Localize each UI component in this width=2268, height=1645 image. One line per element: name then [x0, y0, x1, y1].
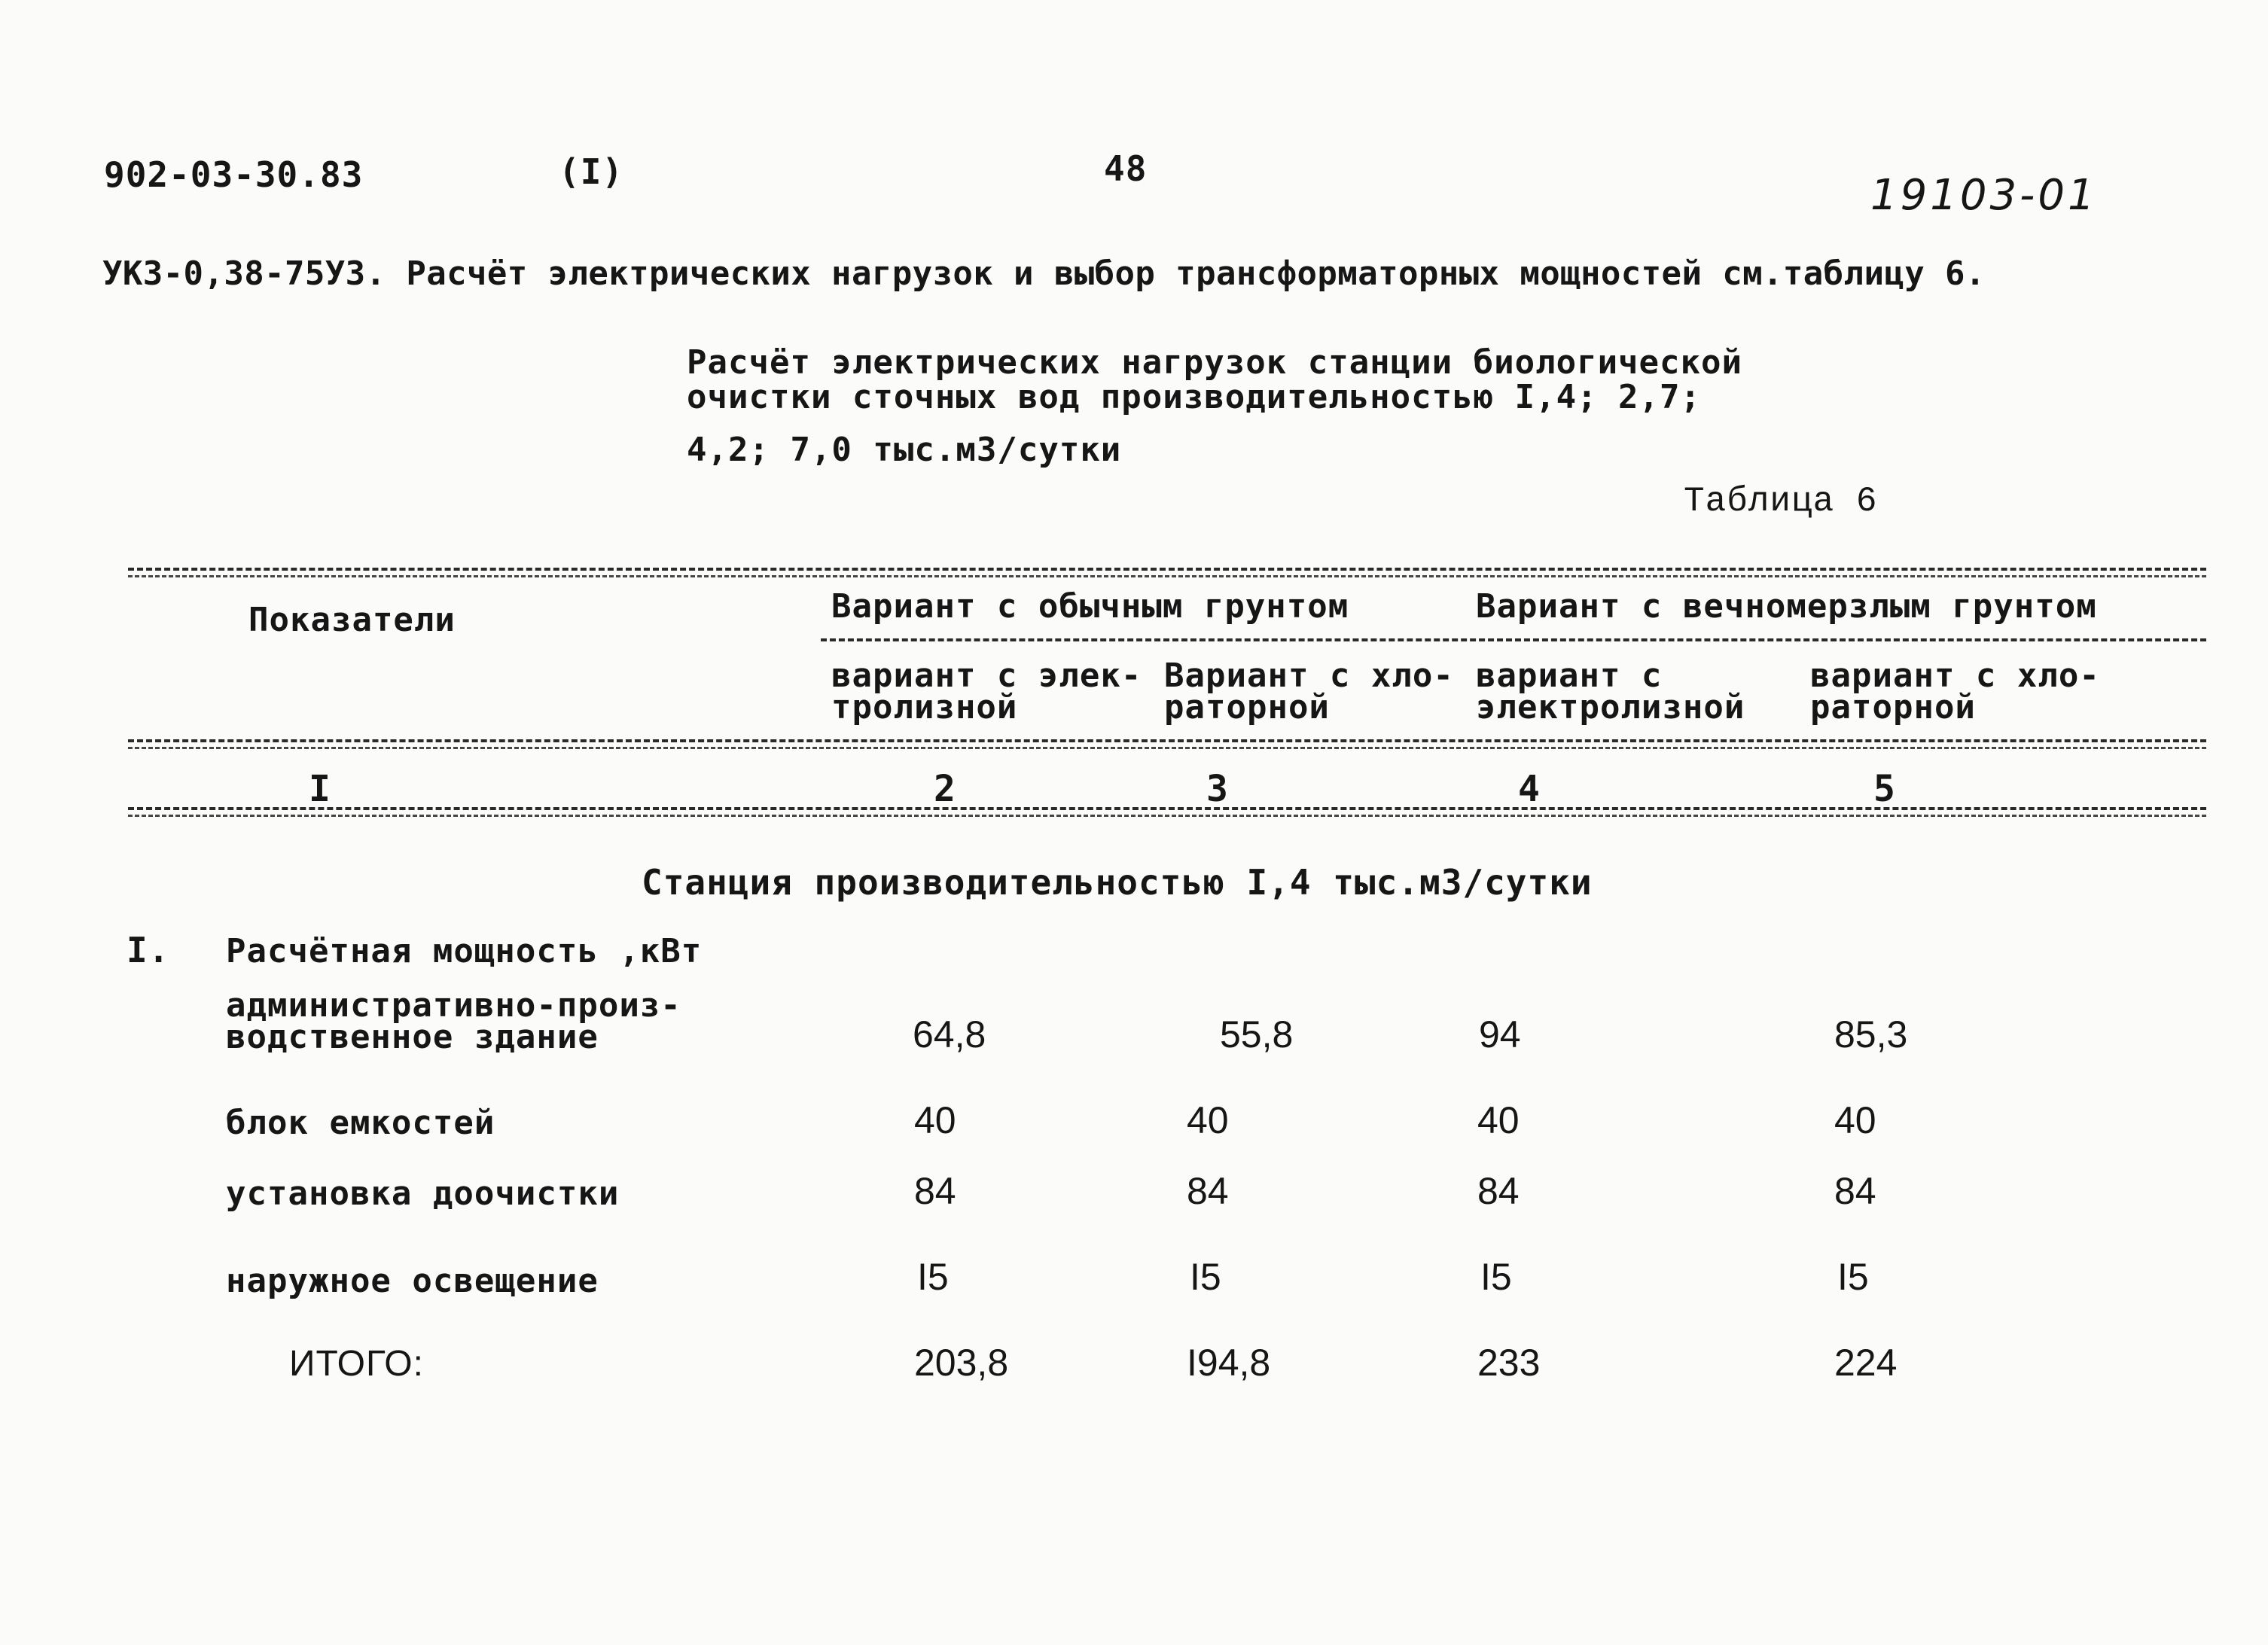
header-indicators: Показатели — [248, 601, 456, 639]
table-title-line-2: очистки сточных вод производительностью I,4; 2,7; — [687, 378, 1702, 416]
doc-code: 902-03-30.83 — [104, 154, 364, 195]
section-title: Станция производительностью I,4 тыс.м3/сутки — [642, 862, 1593, 903]
value-admin-col3: 55,8 — [1220, 1013, 1294, 1056]
table-label: Таблица 6 — [1684, 482, 1878, 521]
value-tank-col4: 40 — [1477, 1099, 1520, 1141]
row-label-post-treatment: установка доочистки — [226, 1174, 620, 1213]
table-title-line-3: 4,2; 7,0 тыс.м3/сутки — [687, 431, 1122, 469]
row-label-admin-line1: административно-произ- — [226, 986, 681, 1025]
part-number: (I) — [559, 151, 624, 192]
page-number: 48 — [1104, 148, 1148, 189]
subheader-col3-line1: Вариант с хло- — [1164, 656, 1454, 695]
total-col3: I94,8 — [1187, 1342, 1271, 1384]
value-lighting-col3: I5 — [1190, 1256, 1221, 1298]
value-tank-col5: 40 — [1834, 1099, 1876, 1141]
column-number-1: I — [309, 768, 331, 810]
column-number-2: 2 — [934, 768, 956, 810]
total-col4: 233 — [1477, 1342, 1541, 1384]
value-posttreat-col4: 84 — [1477, 1170, 1520, 1212]
intro-line: УКЗ-0,38-75УЗ. Расчёт электрических нагрузок и выбор трансформаторных мощностей см.таблицу 6. — [102, 254, 1986, 293]
table-subheader-rule — [128, 739, 2206, 742]
value-admin-col4: 94 — [1479, 1013, 1521, 1056]
group-header-permafrost: Вариант с вечномерзлым грунтом — [1476, 587, 2097, 626]
handwritten-stamp-code: 19103-01 — [1870, 171, 2098, 220]
total-col5: 224 — [1834, 1342, 1898, 1384]
subheader-col5-line1: вариант с хло- — [1810, 656, 2100, 695]
value-posttreat-col2: 84 — [914, 1170, 956, 1212]
total-col2: 203,8 — [914, 1342, 1009, 1384]
subheader-col4-line2: электролизной — [1476, 688, 1745, 727]
column-number-4: 4 — [1518, 768, 1541, 810]
value-posttreat-col3: 84 — [1187, 1170, 1229, 1212]
group-header-regular-soil: Вариант с обычным грунтом — [831, 587, 1349, 626]
row-label-tank-block: блок емкостей — [226, 1104, 495, 1142]
item-title: Расчётная мощность ,кВт — [226, 932, 703, 970]
value-posttreat-col5: 84 — [1834, 1170, 1876, 1212]
subheader-col5-line2: раторной — [1810, 688, 1976, 727]
value-lighting-col2: I5 — [917, 1256, 949, 1298]
value-tank-col2: 40 — [914, 1099, 956, 1141]
table-top-rule — [128, 568, 2206, 571]
row-label-admin-line2: водственное здание — [226, 1018, 599, 1056]
value-lighting-col4: I5 — [1480, 1256, 1512, 1298]
subheader-col2-line2: тролизной — [831, 688, 1018, 727]
row-label-outdoor-lighting: наружное освещение — [226, 1262, 599, 1300]
value-lighting-col5: I5 — [1837, 1256, 1869, 1298]
value-admin-col2: 64,8 — [913, 1013, 986, 1056]
total-label: ИТОГО: — [289, 1344, 424, 1384]
subheader-col2-line1: вариант с элек- — [831, 656, 1142, 695]
column-number-3: 3 — [1206, 768, 1229, 810]
subheader-col4-line1: вариант с — [1476, 656, 1663, 695]
column-number-5: 5 — [1873, 768, 1896, 810]
table-numbering-rule — [128, 807, 2206, 810]
item-number: I. — [127, 930, 170, 970]
value-admin-col5: 85,3 — [1834, 1013, 1908, 1056]
table-title-line-1: Расчёт электрических нагрузок станции биологической — [687, 343, 1743, 382]
group-header-rule — [821, 638, 2206, 641]
subheader-col3-line2: раторной — [1164, 688, 1330, 727]
value-tank-col3: 40 — [1187, 1099, 1229, 1141]
